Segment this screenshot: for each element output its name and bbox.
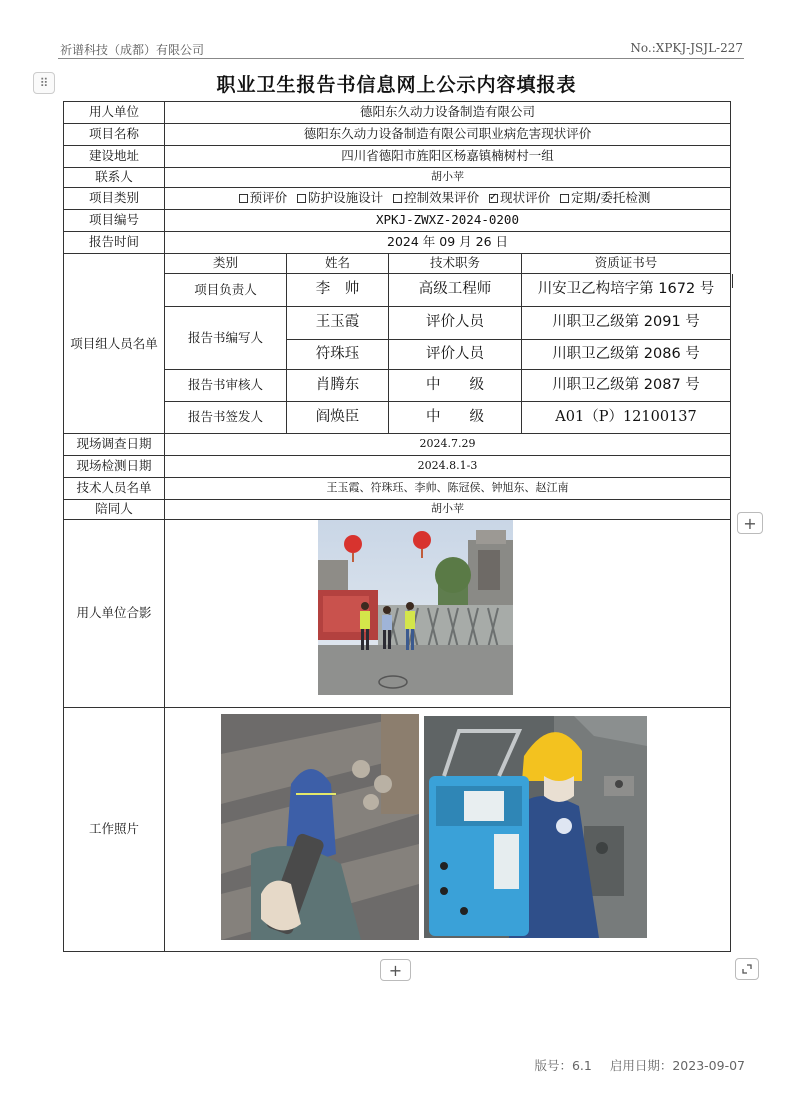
team-leader-role: 项目负责人 [165,274,287,307]
checkbox-icon[interactable] [297,194,306,203]
team-signer-role: 报告书签发人 [165,402,287,434]
header-divider [58,58,744,59]
checkbox-icon[interactable] [239,194,248,203]
team-writer2-cert[interactable]: 川职卫乙级第 2086 号 [522,340,731,370]
team-col-cert: 资质证书号 [522,254,731,274]
expand-button[interactable] [735,958,759,980]
team-col-title: 技术职务 [389,254,522,274]
footer [520,1056,745,1074]
project-name-value[interactable]: 德阳东久动力设备制造有限公司职业病危害现状评价 [165,124,731,146]
category-option-periodic[interactable]: 定期/委托检测 [560,190,650,205]
page-title: 职业卫生报告书信息网上公示内容填报表 [216,74,577,96]
team-reviewer-role: 报告书审核人 [165,370,287,402]
survey-date-label: 现场调查日期 [64,434,165,456]
tech-staff-value[interactable]: 王玉霞、符珠珏、李帅、陈冠侯、钟旭东、赵江南 [165,478,731,500]
category-option-pre[interactable]: 预评价 [239,190,288,205]
team-signer-cert[interactable]: A01（P）12100137 [522,402,731,434]
team-writer1-name[interactable]: 王玉霞 [287,307,389,340]
team-signer-name[interactable]: 阎焕臣 [287,402,389,434]
team-col-name: 姓名 [287,254,389,274]
detect-date-value[interactable]: 2024.8.1-3 [165,456,731,478]
team-writer-role: 报告书编写人 [165,307,287,370]
survey-date-value[interactable]: 2024.7.29 [165,434,731,456]
team-writer1-cert[interactable]: 川职卫乙级第 2091 号 [522,307,731,340]
work-photo-2[interactable] [424,716,647,938]
plus-icon: + [388,960,403,980]
team-reviewer-title[interactable]: 中 级 [389,370,522,402]
team-label: 项目组人员名单 [64,254,165,434]
team-writer2-title[interactable]: 评价人员 [389,340,522,370]
category-options [165,188,731,210]
project-no-value[interactable]: XPKJ-ZWXZ-2024-0200 [165,210,731,232]
tech-staff-label: 技术人员名单 [64,478,165,500]
team-reviewer-cert[interactable]: 川职卫乙级第 2087 号 [522,370,731,402]
work-photo-1[interactable] [221,714,419,940]
report-time-label: 报告时间 [64,232,165,254]
project-name-label: 项目名称 [64,124,165,146]
report-time-value[interactable]: 2024 年 09 月 26 日 [165,232,731,254]
category-label: 项目类别 [64,188,165,210]
team-leader-title[interactable]: 高级工程师 [389,274,522,307]
contact-value[interactable]: 胡小苹 [165,168,731,188]
category-option-design[interactable]: 防护设施设计 [297,190,383,205]
address-label: 建设地址 [64,146,165,168]
plus-icon: + [743,513,757,533]
escort-value[interactable]: 胡小苹 [165,500,731,520]
footer-version: 版号：6.1 [534,1058,592,1073]
add-row-bottom-button[interactable] [380,959,411,981]
address-value[interactable]: 四川省德阳市旌阳区杨嘉镇楠树村一组 [165,146,731,168]
group-photo-label: 用人单位合影 [64,520,165,708]
add-row-side-button[interactable] [737,512,763,534]
footer-start-date: 启用日期：2023-09-07 [609,1058,745,1073]
checkbox-checked-icon[interactable] [489,194,498,203]
project-no-label: 项目编号 [64,210,165,232]
checkbox-icon[interactable] [560,194,569,203]
expand-icon [741,963,753,975]
team-leader-name[interactable]: 李 帅 [287,274,389,307]
team-writer2-name[interactable]: 符珠珏 [287,340,389,370]
text-cursor [732,274,733,288]
team-writer1-title[interactable]: 评价人员 [389,307,522,340]
category-option-status[interactable]: ✓ 现状评价 [489,190,550,205]
drag-handle-icon[interactable]: ⠿ [33,72,55,94]
detect-date-label: 现场检测日期 [64,456,165,478]
team-reviewer-name[interactable]: 肖腾东 [287,370,389,402]
contact-label: 联系人 [64,168,165,188]
company-name: 祈谱科技（成都）有限公司 [60,43,205,57]
employer-value[interactable]: 德阳东久动力设备制造有限公司 [165,102,731,124]
team-leader-cert[interactable]: 川安卫乙构培字第 1672 号 [522,274,731,307]
work-photo-label: 工作照片 [64,708,165,952]
escort-label: 陪同人 [64,500,165,520]
checkbox-icon[interactable] [393,194,402,203]
team-signer-title[interactable]: 中 级 [389,402,522,434]
employer-label: 用人单位 [64,102,165,124]
category-option-control[interactable]: 控制效果评价 [393,190,479,205]
document-number: No.:XPKJ-JSJL-227 [630,41,743,55]
team-col-category: 类别 [165,254,287,274]
group-photo[interactable] [318,520,513,695]
